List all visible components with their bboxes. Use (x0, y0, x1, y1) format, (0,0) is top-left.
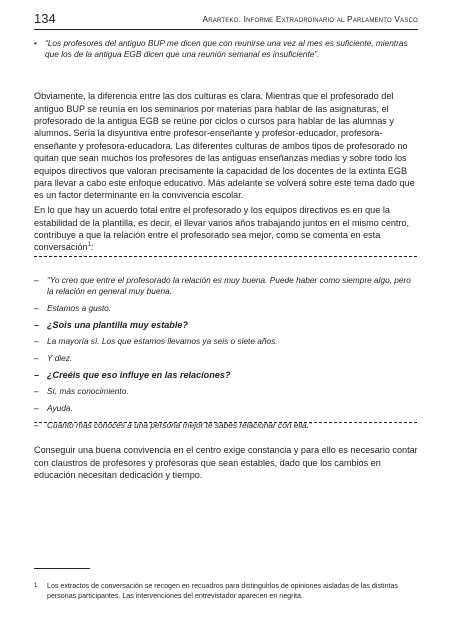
footnote-reference: 1 (87, 242, 91, 249)
body-paragraph-2-text: En lo que hay un acuerdo total entre el profesorado y los equipos directivos es en que la estabilidad de la plantilla, es decir, el llevar varios años trabajando juntos en el mismo centro, contribuye a que la relación entre el profesorado sea mejor, como se comenta en esta conversación (34, 205, 410, 253)
dash-marker: – (34, 369, 40, 380)
dash-marker: – (34, 386, 39, 397)
conversation-answer (34, 303, 414, 314)
footnote-mark: 1 (34, 583, 38, 589)
conversation-answer (34, 353, 414, 364)
conversation-answer (34, 420, 414, 431)
quote-bullet-text: “Los profesores del antiguo BUP me dicen que con reunirse una vez al mes es suficiente, mientras que los de la antigua EGB dicen que una reunión semanal es insuficiente”. (45, 38, 408, 59)
body-paragraph-2 (34, 204, 418, 254)
dash-marker: – (34, 302, 39, 313)
conversation-line-text: Ayuda. (47, 403, 73, 414)
conversation-line-text: “Yo creo que entre el profesorado la relación es muy buena. Puede haber como siempre algo, pero la relación en general muy buena. (47, 275, 411, 297)
conversation-question (34, 320, 414, 331)
quote-bullet-item (34, 38, 418, 60)
conversation-answer (34, 403, 414, 414)
dash-marker: – (34, 275, 39, 285)
running-head: Ararteko. Informe Extraordinario al Parlamento Vasco (202, 14, 418, 24)
header-rule (34, 29, 418, 30)
conversation-line-text: Cuanto más conoces a una persona mejor te sabes relacionar con ella.” (47, 419, 312, 430)
bullet-icon: • (34, 39, 37, 48)
conversation-line-text: Sí, más conocimiento. (47, 386, 129, 397)
dash-marker: – (34, 319, 40, 330)
conversation-list (34, 275, 414, 437)
page-number: 134 (34, 11, 56, 26)
conversation-answer (34, 386, 414, 397)
conversation-answer (34, 275, 414, 297)
conversation-line-text: ¿Creéis que eso influye en las relaciones? (47, 369, 231, 380)
footnote-text: Los extractos de conversación se recogen en recuadros para distinguirlos de opiniones aisladas de las distintas personas participantes. Las intervenciones del entrevistador aparecen en negrita. (47, 582, 398, 600)
conversation-line-text: ¿Sois una plantilla muy estable? (47, 319, 188, 330)
footnote (34, 582, 418, 601)
footnote-rule (34, 568, 90, 569)
conversation-line-text: Estamos a gusto. (47, 302, 112, 313)
body-paragraph-2-colon: : (90, 242, 94, 253)
conversation-line-text: Y diez. (47, 353, 73, 364)
dash-marker: – (34, 336, 39, 347)
conversation-line-text: La mayoría sí. Los que estamos llevamos ya seis o siete años. (47, 336, 278, 347)
conversation-question (34, 370, 414, 381)
conversation-answer (34, 336, 414, 347)
page-header (34, 12, 418, 26)
body-paragraph-1: Obviamente, la diferencia entre las dos culturas es clara. Mientras que el profesorado del antiguo BUP se reunía en los seminarios por materias para hablar de las asignaturas, el profesorado de la antigua EGB se reúne por ciclos o cursos para hablar de las alumnas y alumnos. Sería la disyuntiva entre profesor-enseñante y profesor-educador, profesora-enseñante y profesora-educadora. Las diferentes culturas de ambos tipos de profesorado no quitan que sean muchos los profesores de las antiguas enseñanzas medias y sobre todo los equipos directivos que valoran precisamente la capacidad de los docentes de la extinta EGB para llevar a cabo este enfoque educativo. Más adelante se volverá sobre este tema dado que es un factor determinante en la convivencia escolar. (34, 91, 415, 201)
dash-marker: – (34, 403, 39, 414)
body-paragraph-3: Conseguir una buena convivencia en el centro exige constancia y para ello es necesario contar con claustros de profesores y profesoras que sean estables, dado que los cambios en educación necesitan dedicación y tiempo. (34, 445, 418, 480)
dash-marker: – (34, 353, 39, 364)
dash-marker: – (34, 419, 39, 430)
